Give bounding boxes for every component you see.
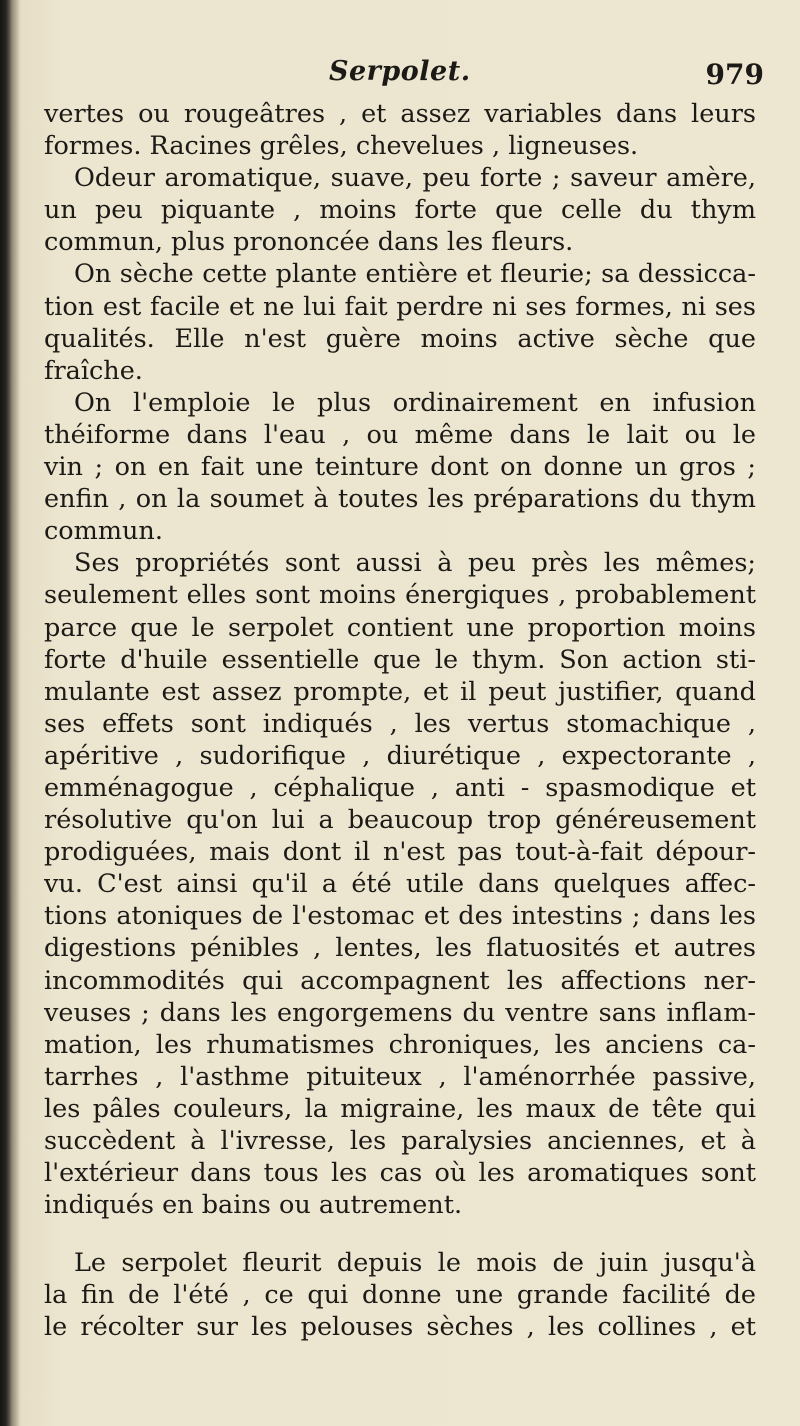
paragraph-description-continued [44, 98, 756, 162]
text-line: vin ; on en fait une teinture dont on donne un gros ; [44, 452, 756, 483]
text-line: vu. C'est ainsi qu'il a été utile dans quelques affec- [44, 869, 756, 900]
text-line: veuses ; dans les engorgemens du ventre sans inflam- [44, 997, 756, 1028]
text-line: le récolter sur les pelouses sèches , les collines , et [44, 1312, 756, 1343]
text-line: digestions pénibles , lentes, les flatuosités et autres [44, 933, 756, 964]
paragraph-odeur [44, 162, 756, 258]
text-line: tion est facile et ne lui fait perdre ni ses formes, ni ses [44, 291, 756, 322]
text-line: tarrhes , l'asthme pituiteux , l'aménorrhée passive, [44, 1061, 756, 1092]
text-line: résolutive qu'on lui a beaucoup trop généreusement [44, 805, 756, 836]
text-line: fraîche. [44, 355, 143, 386]
text-line: théiforme dans l'eau , ou même dans le lait ou le [44, 419, 756, 450]
text-line: On sèche cette plante entière et fleurie; sa dessicca- [74, 259, 756, 290]
text-line: Le serpolet fleurit depuis le mois de juin jusqu'à [74, 1248, 756, 1279]
running-title: Serpolet. [329, 56, 471, 87]
text-line: vertes ou rougeâtres , et assez variables dans leurs [44, 99, 756, 129]
text-line: apéritive , sudorifique , diurétique , expectorante , [44, 740, 756, 771]
text-line: parce que le serpolet contient une proportion moins [44, 612, 756, 643]
text-line: Ses propriétés sont aussi à peu près les mêmes; [74, 548, 756, 579]
body-text [44, 98, 756, 1344]
paragraph-sechage [44, 258, 756, 386]
text-line: l'extérieur dans tous les cas où les aromatiques sont [44, 1158, 756, 1189]
text-line: la fin de l'été , ce qui donne une grande facilité de [44, 1280, 756, 1311]
text-line: commun. [44, 516, 163, 547]
paragraph-emploi [44, 387, 756, 547]
text-line: incommodités qui accompagnent les affections ner- [44, 965, 756, 996]
text-line: indiqués en bains ou autrement. [44, 1190, 463, 1221]
running-header [44, 54, 764, 98]
text-line: un peu piquante , moins forte que celle du thym [44, 195, 756, 226]
paragraph-floraison [44, 1247, 756, 1343]
paragraph-proprietes [44, 547, 756, 1221]
text-line: mulante est assez prompte, et il peut justifier, quand [44, 676, 756, 707]
page-number: 979 [705, 58, 764, 91]
page-gutter-shadow [0, 0, 20, 1426]
text-line: succèdent à l'ivresse, les paralysies anciennes, et à [44, 1126, 756, 1156]
text-line: qualités. Elle n'est guère moins active sèche que [44, 323, 756, 354]
text-line: forte d'huile essentielle que le thym. Son action sti- [44, 644, 756, 675]
text-line: enfin , on la soumet à toutes les préparations du thym [44, 484, 756, 515]
text-line: tions atoniques de l'estomac et des intestins ; dans les [44, 901, 756, 932]
text-line: commun, plus prononcée dans les fleurs. [44, 227, 574, 258]
text-line: les pâles couleurs, la migraine, les maux de tête qui [44, 1093, 756, 1124]
text-line: Odeur aromatique, suave, peu forte ; saveur amère, [74, 163, 756, 194]
text-line: formes. Racines grêles, chevelues , ligneuses. [44, 131, 639, 162]
text-line: prodiguées, mais dont il n'est pas tout-à-fait dépour- [44, 837, 756, 868]
paragraph-spacer [44, 1221, 756, 1247]
text-line: seulement elles sont moins énergiques , probablement [44, 580, 756, 611]
text-line: On l'emploie le plus ordinairement en infusion [74, 387, 756, 418]
text-line: mation, les rhumatismes chroniques, les anciens ca- [44, 1029, 756, 1060]
text-line: ses effets sont indiqués , les vertus stomachique , [44, 708, 756, 739]
text-line: emménagogue , céphalique , anti - spasmodique et [44, 772, 756, 803]
